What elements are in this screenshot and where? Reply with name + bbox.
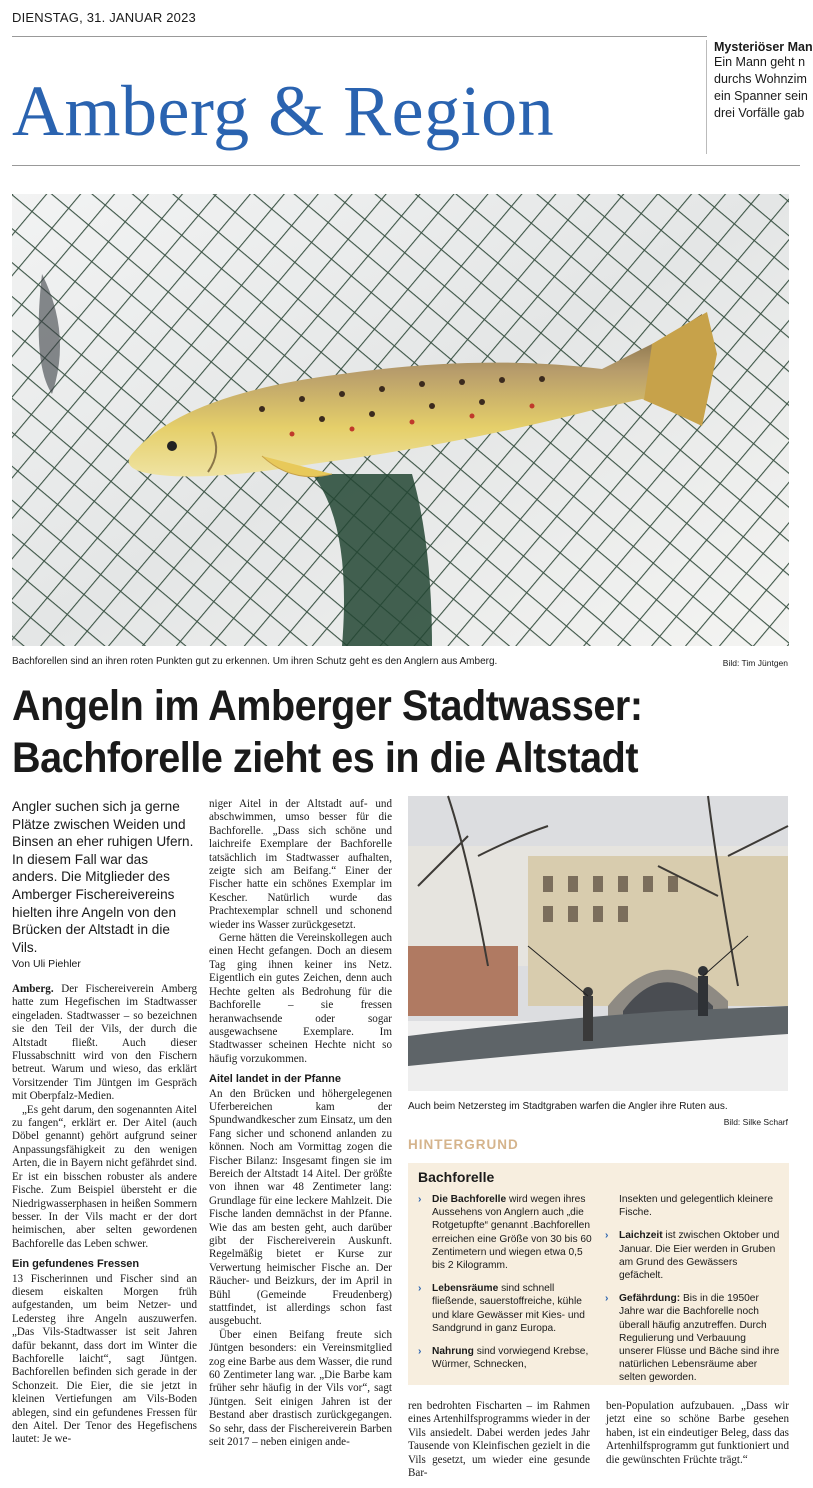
chevron-right-icon: › [418,1194,422,1205]
article-column-2 [209,798,392,1450]
paragraph: ben-Population aufzubauen. „Dass wir jetzt eine so schöne Barbe gesehen haben, ist ein eindeutiger Beleg, dass das Artenhilfsprogramm gut funktioniert und die gewünschten Früchte trägt.“ [606,1400,789,1466]
subheading: Aitel landet in der Pfanne [209,1073,342,1086]
paragraph: niger Aitel in der Altstadt auf- und abschwimmen, umso besser für die Bachforelle. „Dass sich schöne und laichreife Exemplare der Bachforelle tatsächlich im Stadtwasser aufhalten, zeigte sich am Beifang.“ Einer der Fischer hatte ein schönes Exemplar im Kescher. Natürlich wurde das Prachtexemplar schnell und schonend wieder ins Wasser zurückgesetzt. [209,798,392,931]
article-column-4 [606,1400,789,1467]
infobox-item: › Lebensräume sind schnell fließende, sauerstoffreiche, kühle und klare Gewässer mit Kies- und Sandgrund in ganz Europa. [418,1283,585,1334]
infobox-item: › Die Bachforelle wird wegen ihres Aussehens von Anglern auch „die Rotgetupfte“ genannt .Bachforellen erreichen eine Größe von 30 bis 60 Zentimetern und wiegen etwa 0,5 bis 2 Kilogramm. [418,1194,592,1272]
anglers-photo [408,796,788,1091]
section-divider [12,165,800,166]
paragraph: Über einen Beifang freute sich Jüntgen besonders: ein Vereinsmitglied zog eine Barbe aus dem Wasser, die rund 60 Zentimeter lang war. „Die Barbe kam früher sehr häufig in der Vils vor“, sagt Jüntgen. Seit einigen Jahren ist der Bestand aber drastisch zurückgegangen. So sehr, dass der Fischereiverein Barben seit 2017 – neben einigen ande- [209,1328,392,1449]
headline-line-2: Bachforelle zieht es in die Altstadt [12,734,639,782]
article-headline [12,680,794,784]
section-title: Amberg & Region [12,71,555,151]
trout-photo [12,194,789,646]
article-lead: Angler suchen sich ja gerne Plätze zwischen Weiden und Binsen an eher ruhigen Ufern. In diesem Fall war das anders. Die Mitglieder des Amberger Fischereivereins hielten ihre Angeln von den Brücken der Altstadt in die Vils. [12,799,194,955]
infobox-column-right [605,1193,780,1395]
infobox-item: › Laichzeit ist zwischen Oktober und Januar. Die Eier werden in Gruben am Grund des Gewässers gefächelt. [605,1230,780,1282]
chevron-right-icon: › [418,1283,422,1295]
paragraph: ren bedrohten Fischarten – im Rahmen eines Artenhilfsprogramms wieder in der Vils ansiedelt. Dabei werden jedes Jahr Tausende von Kleinfischen gezielt in die Vils gesetzt, um wieder eine gesunde Bar- [408,1400,590,1480]
subheading: Ein gefundenes Fressen [12,1258,140,1271]
paragraph: An den Brücken und höhergelegenen Uferbereichen kam der Spundwandkescher zum Einsatz, um den Fang sicher und schonend anlanden zu können. Noch am Vormittag zogen die Fischer Bilanz: Insgesamt fingen sie im Bereich der Altstadt 14 Aitel. Der größte von ihnen war 48 Zentimeter lang: Grundlage für eine leckere Mahlzeit. Die Fische landen demnächst in der Pfanne. Wie das am besten geht, auch darüber gibt der Fischereiverein Auskunft. Regelmäßig bietet er Kurse zur Verwertung heimischer Fische an. Der Räucher- und Beizkurs, der im April in Bühl (Gemeinde Freudenberg) stattfindet, ist allerdings schon fast ausgebucht. [209,1087,392,1328]
chevron-right-icon: › [418,1346,422,1358]
photo2-credit: Bild: Silke Scharf [723,1117,788,1127]
teaser-line: ein Spanner sein [714,89,808,103]
teaser-line: durchs Wohnzim [714,72,807,86]
teaser-box[interactable] [706,40,813,154]
dateline-place: Amberg. [12,983,54,995]
dateline: DIENSTAG, 31. JANUAR 2023 [12,10,196,25]
chevron-right-icon: › [605,1230,609,1242]
infobox-item-continued: Insekten und gelegentlich kleinere Fische. [619,1194,774,1219]
paragraph: Gerne hätten die Vereinskollegen auch einen Hecht gefangen. Doch an diesem Tag ging ihnen keiner ins Netz. Eigentlich ein gutes Zeichen, denn auch Hechte gelten als Bedrohung für die Bachforelle – sie fressen heranwachsende oder sogar ausgewachsene Exemplare. Im Stadtwasser scheinen Hechte nicht so häufig vorzukommen. [209,932,392,1065]
infobox-item: › Nahrung sind vorwiegend Krebse, Würmer, Schnecken, [418,1346,589,1371]
article-column-1 [12,983,197,1447]
byline: Von Uli Piehler [12,958,81,970]
infobox-title: Bachforelle [418,1169,495,1185]
chevron-right-icon: › [605,1293,609,1305]
photo2-caption: Auch beim Netzersteg im Stadtgraben warfen die Angler ihre Ruten aus. [408,1101,728,1112]
teaser-title[interactable]: Mysteriöser Man [714,40,813,54]
teaser-line: drei Vorfälle gab [714,106,805,120]
infobox-column-left [418,1193,593,1381]
infobox-label: HINTERGRUND [408,1137,519,1152]
paragraph: 13 Fischerinnen und Fischer sind an diesem eiskalten Morgen früh aufgestanden, um beim Netzer- und Ledersteg ihre Angeln auszuwerfen. „Das Vils-Stadtwasser ist seit Jahren dafür bekannt, dass dort im Winter die Bachforelle laicht“, sagt Jüntgen. Bachforellen befinden sich gerade in der Schonzeit. Die Eier, die sie jetzt in kleinen Vertiefungen am Vils-Boden ablegen, sind ein gefundenes Fressen für den Aitel. Der Tenor des Hegefischens lautet: Je we- [12,1272,197,1446]
infobox-item: › Gefährdung: Bis in die 1950er Jahre war die Bachforelle noch überall häufig anzutreffen. Durch Regulierung und Verbauung unserer Flüsse und Bäche sind ihre natürlichen Lebensräume aber selten geworden. [605,1293,780,1384]
hero-caption: Bachforellen sind an ihren roten Punkten gut zu erkennen. Um ihren Schutz geht es den Anglern aus Amberg. [12,656,498,667]
hero-credit: Bild: Tim Jüntgen [722,658,788,668]
infobox [408,1163,789,1385]
paragraph: „Es geht darum, den sogenannten Aitel zu fangen“, erklärt er. Der Aitel (auch Döbel genannt) gehört aufgrund seiner Anpassungsfähigkeit zu den wenigen Arten, die in Bayern nicht gefährdet sind. Er ist ein bisschen robuster als andere Fische. Zum Beispiel übersteht er die Niedrigwasserphasen in heißen Sommern besser. In der Vils macht er der dort heimischen, aber selten gewordenen Bachforelle das Leben schwer. [12,1103,197,1250]
paragraph: Amberg. Der Fischereiverein Amberg hatte zum Hegefischen im Stadtwasser eingeladen. Stadtwasser – so bezeichnen sie den Teil der Vils, der durch die Altstadt fließt. Auch dieser Flussabschnitt wird von den Fischern betreut. Warum und wieso, das erklärt Vorsitzender Tim Jüntgen im Gespräch mit Oberpfalz-Medien. [12,983,197,1103]
header-divider [12,36,707,37]
headline-line-1: Angeln im Amberger Stadtwasser: [12,682,643,730]
article-column-3 [408,1400,590,1480]
teaser-line: Ein Mann geht n [714,55,806,69]
